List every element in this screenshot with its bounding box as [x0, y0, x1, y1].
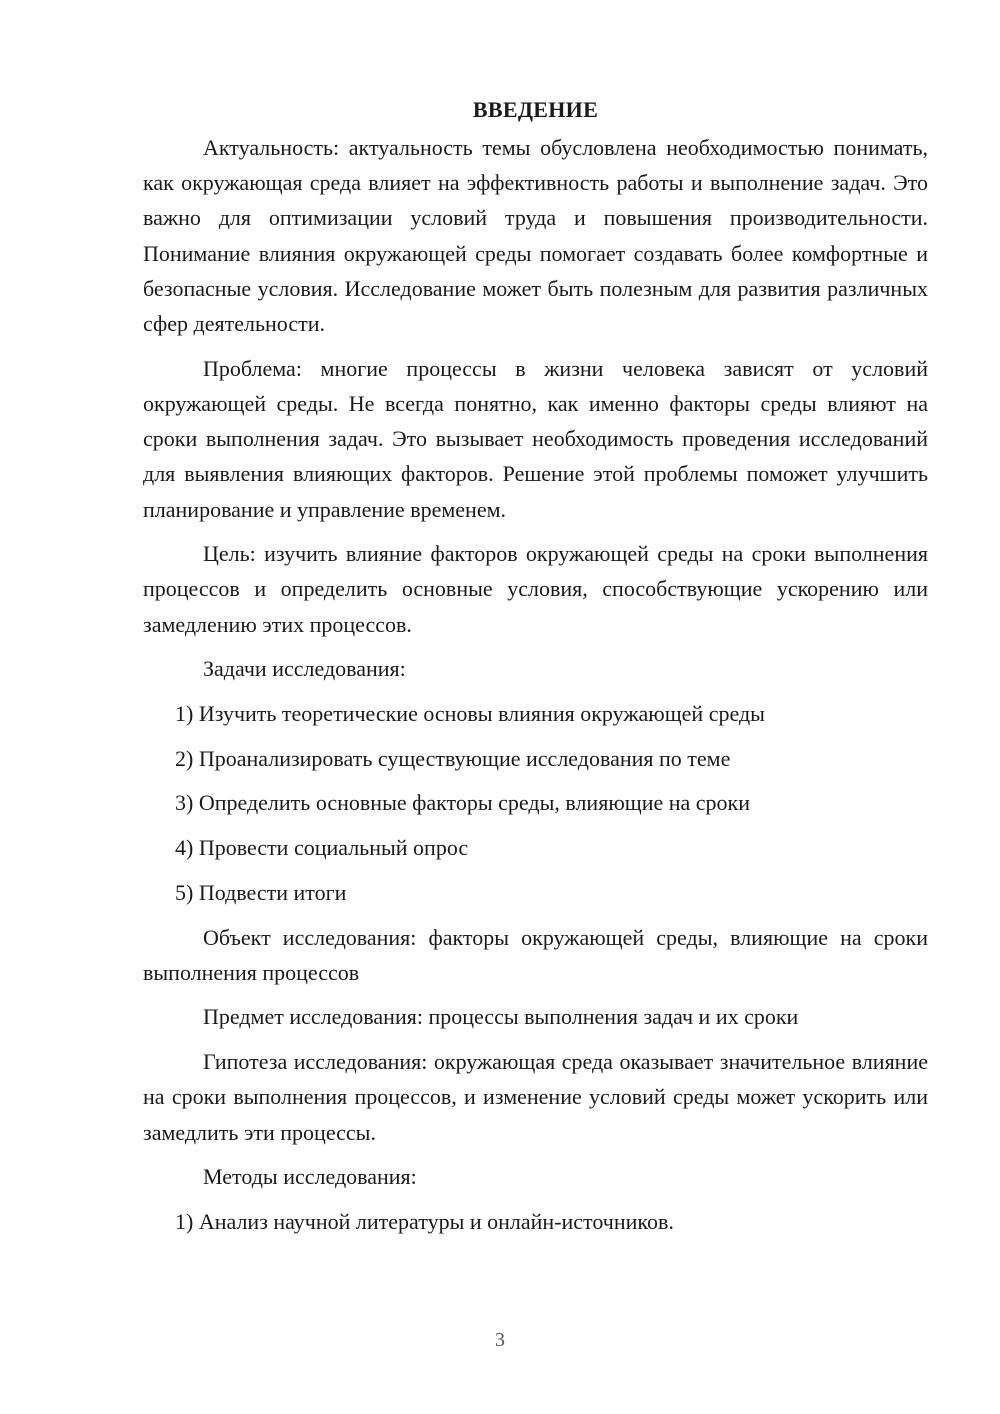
task-item: 3) Определить основные факторы среды, влияющие на сроки — [175, 790, 750, 816]
goal-paragraph: Цель: изучить влияние факторов окружающей среды на сроки выполнения процессов и определить основные условия, способствующие ускорению или замедлению этих процессов. — [143, 541, 928, 637]
object-paragraph: Объект исследования: факторы окружающей среды, влияющие на сроки выполнения процессов — [143, 924, 928, 985]
method-item: 1) Анализ научной литературы и онлайн-источников. — [175, 1208, 674, 1234]
methods-list — [143, 1204, 928, 1239]
task-item: 4) Провести социальный опрос — [175, 835, 469, 861]
section-title: ВВЕДЕНИЕ — [472, 97, 599, 122]
document-page — [143, 92, 928, 1249]
page-number: 3 — [495, 1329, 505, 1351]
tasks-list — [143, 696, 928, 910]
task-item: 2) Проанализировать существующие исследования по теме — [175, 745, 731, 771]
subject-paragraph: Предмет исследования: процессы выполнения задач и их сроки — [203, 1004, 799, 1030]
tasks-heading: Задачи исследования: — [203, 656, 406, 682]
methods-heading: Методы исследования: — [203, 1164, 417, 1190]
task-item: 5) Подвести итоги — [175, 879, 347, 905]
task-item: 1) Изучить теоретические основы влияния окружающей среды — [175, 701, 765, 727]
hypothesis-paragraph: Гипотеза исследования: окружающая среда оказывает значительное влияние на сроки выполнения процессов, и изменение условий среды может ускорить или замедлить эти процессы. — [143, 1049, 928, 1145]
relevance-paragraph: Актуальность: актуальность темы обусловлена необходимостью понимать, как окружающая среда влияет на эффективность работы и выполнение задач. Это важно для оптимизации условий труда и повышения производительности. Понимание влияния окружающей среды помогает создавать более комфортные и безопасные условия. Исследование может быть полезным для развития различных сфер деятельности. — [143, 135, 928, 337]
problem-paragraph: Проблема: многие процессы в жизни человека зависят от условий окружающей среды. Не всегда понятно, как именно факторы среды влияют на сроки выполнения задач. Это вызывает необходимость проведения исследований для выявления влияющих факторов. Решение этой проблемы поможет улучшить планирование и управление временем. — [143, 355, 928, 522]
